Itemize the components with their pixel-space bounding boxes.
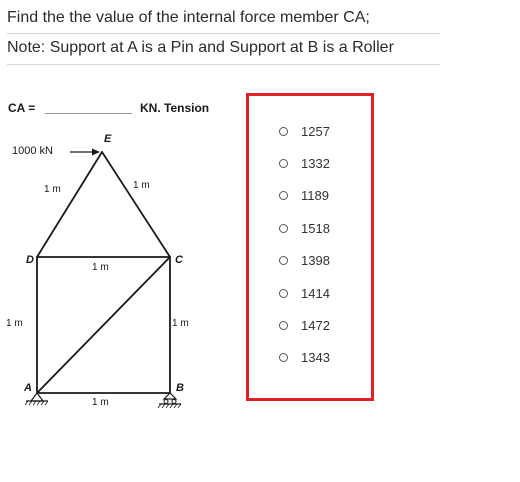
question-divider-2 bbox=[7, 64, 440, 65]
answer-option[interactable] bbox=[279, 277, 330, 309]
radio-button[interactable] bbox=[279, 321, 288, 330]
truss-diagram bbox=[0, 95, 230, 415]
answer-option-label: 1472 bbox=[301, 318, 330, 334]
joint-label-c: C bbox=[175, 254, 183, 266]
radio-button[interactable] bbox=[279, 224, 288, 233]
answer-options-list bbox=[279, 115, 330, 374]
question-line-1: Find the the value of the internal force member CA; bbox=[7, 9, 370, 26]
answer-option-label: 1189 bbox=[301, 188, 329, 204]
member-de bbox=[37, 152, 102, 257]
member-ca bbox=[37, 257, 170, 393]
joint-label-e: E bbox=[104, 133, 112, 145]
answer-option[interactable] bbox=[279, 245, 330, 277]
truss-figure bbox=[0, 95, 230, 415]
radio-button[interactable] bbox=[279, 256, 288, 265]
question-divider-1 bbox=[7, 33, 440, 34]
answer-option[interactable] bbox=[279, 147, 330, 179]
answer-option-label: 1518 bbox=[301, 220, 330, 236]
joint-label-a: A bbox=[24, 382, 32, 394]
header-ca-label: CA = bbox=[8, 101, 36, 115]
radio-button[interactable] bbox=[279, 127, 288, 136]
answer-option[interactable] bbox=[279, 212, 330, 244]
answer-option-label: 1332 bbox=[301, 156, 330, 172]
answer-options-box bbox=[246, 93, 374, 401]
pin-support-a bbox=[25, 393, 48, 405]
answer-option[interactable] bbox=[279, 309, 330, 341]
answer-option-label: 1398 bbox=[301, 253, 330, 269]
answer-option-label: 1343 bbox=[301, 350, 330, 366]
joint-label-d: D bbox=[26, 254, 34, 266]
load-label: 1000 kN bbox=[12, 145, 53, 157]
question-line-2: Note: Support at A is a Pin and Support at B is a Roller bbox=[7, 39, 394, 56]
radio-button[interactable] bbox=[279, 289, 288, 298]
answer-option[interactable] bbox=[279, 115, 330, 147]
dim-label-ad: 1 m bbox=[6, 318, 23, 329]
dim-label-de: 1 m bbox=[44, 184, 61, 195]
dim-label-dc: 1 m bbox=[92, 262, 109, 273]
header-blank: _____________ bbox=[45, 101, 132, 115]
dim-label-bc: 1 m bbox=[172, 318, 189, 329]
radio-button[interactable] bbox=[279, 191, 288, 200]
member-ec bbox=[102, 152, 170, 257]
answer-option-label: 1414 bbox=[301, 285, 330, 301]
dim-label-ec: 1 m bbox=[133, 180, 150, 191]
answer-option-label: 1257 bbox=[301, 123, 330, 139]
dim-label-ab: 1 m bbox=[92, 397, 109, 408]
roller-support-b bbox=[158, 393, 181, 408]
joint-label-b: B bbox=[176, 382, 184, 394]
radio-button[interactable] bbox=[279, 159, 288, 168]
answer-option[interactable] bbox=[279, 180, 330, 212]
answer-option[interactable] bbox=[279, 342, 330, 374]
load-arrow-head bbox=[92, 149, 100, 156]
radio-button[interactable] bbox=[279, 353, 288, 362]
header-unit-label: KN. Tension bbox=[140, 101, 210, 115]
